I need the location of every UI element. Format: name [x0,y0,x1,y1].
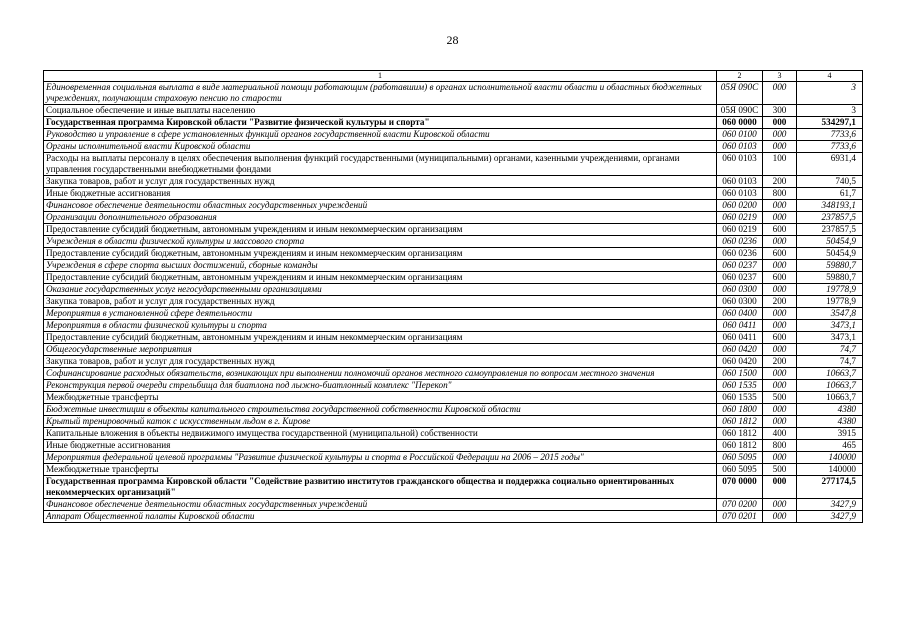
row-code-cell: 060 1500 [717,368,763,380]
header-col-1: 1 [44,71,717,82]
row-code-cell: 060 0200 [717,200,763,212]
row-name-cell: Межбюджетные трансферты [44,464,717,476]
table-row [44,224,863,236]
row-code-cell: 060 1800 [717,404,763,416]
table-row [44,188,863,200]
row-name-cell: Закупка товаров, работ и услуг для государственных нужд [44,356,717,368]
table-row [44,129,863,141]
row-type-cell: 500 [763,392,797,404]
row-name-cell: Организации дополнительного образования [44,212,717,224]
row-sum-cell: 4380 [797,404,863,416]
row-name-cell: Межбюджетные трансферты [44,392,717,404]
row-sum-cell: 140000 [797,452,863,464]
row-type-cell: 000 [763,212,797,224]
row-type-cell: 100 [763,153,797,176]
row-code-cell: 060 0236 [717,236,763,248]
table-row [44,356,863,368]
row-code-cell: 060 5095 [717,452,763,464]
row-name-cell: Софинансирование расходных обязательств, возникающих при выполнении полномочий органов местного самоуправления по вопросам местного значения [44,368,717,380]
row-type-cell: 200 [763,356,797,368]
table-row [44,368,863,380]
table-row [44,320,863,332]
row-code-cell: 070 0000 [717,476,763,499]
row-sum-cell: 74,7 [797,356,863,368]
row-sum-cell: 465 [797,440,863,452]
row-type-cell: 000 [763,416,797,428]
row-code-cell: 060 1812 [717,440,763,452]
row-name-cell: Реконструкция первой очереди стрельбища для биатлона под лыжно-биатлонный комплекс "Перекоп" [44,380,717,392]
row-type-cell: 600 [763,272,797,284]
row-sum-cell: 10663,7 [797,392,863,404]
row-name-cell: Учреждения в области физической культуры и массового спорта [44,236,717,248]
row-name-cell: Крытый тренировочный каток с искусственным льдом в г. Кирове [44,416,717,428]
row-code-cell: 05Я 090С [717,105,763,117]
row-sum-cell: 277174,5 [797,476,863,499]
table-row [44,117,863,129]
row-type-cell: 000 [763,320,797,332]
table-row [44,153,863,176]
row-name-cell: Органы исполнительной власти Кировской области [44,141,717,153]
table-row [44,344,863,356]
row-name-cell: Финансовое обеспечение деятельности областных государственных учреждений [44,499,717,511]
row-type-cell: 000 [763,141,797,153]
row-sum-cell: 74,7 [797,344,863,356]
row-code-cell: 060 5095 [717,464,763,476]
table-row [44,416,863,428]
table-row [44,428,863,440]
row-sum-cell: 348193,1 [797,200,863,212]
row-code-cell: 070 0200 [717,499,763,511]
row-sum-cell: 3915 [797,428,863,440]
row-name-cell: Мероприятия в области физической культуры и спорта [44,320,717,332]
header-col-2: 2 [717,71,763,82]
row-code-cell: 060 0100 [717,129,763,141]
row-sum-cell: 3547,8 [797,308,863,320]
table-row [44,452,863,464]
table-row [44,284,863,296]
row-code-cell: 060 0237 [717,260,763,272]
row-name-cell: Предоставление субсидий бюджетным, автономным учреждениям и иным некоммерческим организациям [44,224,717,236]
row-sum-cell: 3473,1 [797,332,863,344]
row-sum-cell: 59880,7 [797,260,863,272]
row-sum-cell: 3427,9 [797,499,863,511]
row-type-cell: 000 [763,236,797,248]
row-name-cell: Аппарат Общественной палаты Кировской области [44,511,717,523]
row-name-cell: Расходы на выплаты персоналу в целях обеспечения выполнения функций государственными (муниципальными) органами, казенными учреждениями, органами управления государственными внебюджетными фондами [44,153,717,176]
row-sum-cell: 19778,9 [797,284,863,296]
table-row [44,176,863,188]
row-type-cell: 000 [763,344,797,356]
row-code-cell: 060 0420 [717,356,763,368]
row-type-cell: 600 [763,224,797,236]
table-row [44,476,863,499]
table-row [44,511,863,523]
row-type-cell: 200 [763,296,797,308]
table-row [44,404,863,416]
row-type-cell: 200 [763,176,797,188]
row-sum-cell: 237857,5 [797,212,863,224]
row-name-cell: Закупка товаров, работ и услуг для государственных нужд [44,176,717,188]
row-sum-cell: 3473,1 [797,320,863,332]
table-row [44,392,863,404]
row-code-cell: 060 0219 [717,224,763,236]
row-code-cell: 060 0400 [717,308,763,320]
table-row [44,272,863,284]
row-name-cell: Предоставление субсидий бюджетным, автономным учреждениям и иным некоммерческим организациям [44,272,717,284]
row-code-cell: 060 1535 [717,380,763,392]
row-sum-cell: 59880,7 [797,272,863,284]
row-code-cell: 060 0103 [717,153,763,176]
row-name-cell: Социальное обеспечение и иные выплаты населению [44,105,717,117]
row-code-cell: 060 0300 [717,284,763,296]
row-sum-cell: 534297,1 [797,117,863,129]
row-type-cell: 300 [763,105,797,117]
row-sum-cell: 7733,6 [797,141,863,153]
row-type-cell: 000 [763,476,797,499]
row-sum-cell: 7733,6 [797,129,863,141]
row-name-cell: Предоставление субсидий бюджетным, автономным учреждениям и иным некоммерческим организациям [44,332,717,344]
row-name-cell: Капитальные вложения в объекты недвижимого имущества государственной (муниципальной) собственности [44,428,717,440]
row-sum-cell: 10663,7 [797,368,863,380]
row-code-cell: 060 1535 [717,392,763,404]
row-sum-cell: 50454,9 [797,248,863,260]
row-code-cell: 060 0411 [717,332,763,344]
row-code-cell: 060 0420 [717,344,763,356]
row-code-cell: 070 0201 [717,511,763,523]
row-name-cell: Общегосударственные мероприятия [44,344,717,356]
row-type-cell: 000 [763,117,797,129]
row-code-cell: 05Я 090С [717,82,763,105]
row-sum-cell: 6931,4 [797,153,863,176]
row-name-cell: Государственная программа Кировской области "Содействие развитию институтов гражданского общества и поддержка социально ориентированных некоммерческих организаций" [44,476,717,499]
row-sum-cell: 3427,9 [797,511,863,523]
table-row [44,260,863,272]
row-code-cell: 060 0411 [717,320,763,332]
table-row [44,200,863,212]
row-sum-cell: 61,7 [797,188,863,200]
row-sum-cell: 19778,9 [797,296,863,308]
row-sum-cell: 3 [797,105,863,117]
table-row [44,248,863,260]
row-code-cell: 060 0103 [717,176,763,188]
row-type-cell: 000 [763,368,797,380]
row-name-cell: Предоставление субсидий бюджетным, автономным учреждениям и иным некоммерческим организациям [44,248,717,260]
row-sum-cell: 50454,9 [797,236,863,248]
row-sum-cell: 10663,7 [797,380,863,392]
row-code-cell: 060 1812 [717,416,763,428]
row-code-cell: 060 0103 [717,188,763,200]
row-type-cell: 800 [763,440,797,452]
row-type-cell: 000 [763,308,797,320]
row-type-cell: 000 [763,499,797,511]
table-row [44,212,863,224]
table-row [44,141,863,153]
table-row [44,82,863,105]
table-row [44,380,863,392]
page-number: 28 [446,33,459,47]
row-type-cell: 000 [763,511,797,523]
row-code-cell: 060 0236 [717,248,763,260]
row-sum-cell: 4380 [797,416,863,428]
row-type-cell: 500 [763,464,797,476]
row-code-cell: 060 0000 [717,117,763,129]
table-row [44,440,863,452]
row-name-cell: Учреждения в сфере спорта высших достижений, сборные команды [44,260,717,272]
row-type-cell: 400 [763,428,797,440]
row-type-cell: 000 [763,200,797,212]
table-row [44,332,863,344]
row-name-cell: Государственная программа Кировской области "Развитие физической культуры и спорта" [44,117,717,129]
row-sum-cell: 740,5 [797,176,863,188]
row-name-cell: Мероприятия в установленной сфере деятельности [44,308,717,320]
row-type-cell: 000 [763,404,797,416]
row-type-cell: 600 [763,248,797,260]
row-name-cell: Мероприятия федеральной целевой программы "Развитие физической культуры и спорта в Российской Федерации на 2006 – 2015 годы" [44,452,717,464]
row-type-cell: 600 [763,332,797,344]
header-col-4: 4 [797,71,863,82]
table-row [44,308,863,320]
row-type-cell: 000 [763,260,797,272]
row-code-cell: 060 1812 [717,428,763,440]
header-col-3: 3 [763,71,797,82]
row-name-cell: Руководство и управление в сфере установленных функций органов государственной власти Кировской области [44,129,717,141]
table-row [44,105,863,117]
row-sum-cell: 3 [797,82,863,105]
row-code-cell: 060 0103 [717,141,763,153]
row-code-cell: 060 0237 [717,272,763,284]
row-type-cell: 000 [763,82,797,105]
row-name-cell: Оказание государственных услуг негосударственными организациями [44,284,717,296]
row-sum-cell: 140000 [797,464,863,476]
row-type-cell: 000 [763,380,797,392]
table-header-row [44,71,863,82]
row-code-cell: 060 0300 [717,296,763,308]
row-type-cell: 800 [763,188,797,200]
row-code-cell: 060 0219 [717,212,763,224]
table-row [44,296,863,308]
row-name-cell: Иные бюджетные ассигнования [44,188,717,200]
row-type-cell: 000 [763,129,797,141]
row-type-cell: 000 [763,452,797,464]
table-row [44,236,863,248]
table-row [44,499,863,511]
row-name-cell: Закупка товаров, работ и услуг для государственных нужд [44,296,717,308]
row-sum-cell: 237857,5 [797,224,863,236]
row-name-cell: Финансовое обеспечение деятельности областных государственных учреждений [44,200,717,212]
row-name-cell: Бюджетные инвестиции в объекты капитального строительства государственной собственности Кировской области [44,404,717,416]
row-name-cell: Иные бюджетные ассигнования [44,440,717,452]
row-name-cell: Единовременная социальная выплата в виде материальной помощи работающим (работавшим) в органах исполнительной власти области и областных бюджетных учреждениях, получающим страховую пенсию по старости [44,82,717,105]
row-type-cell: 000 [763,284,797,296]
budget-table [43,70,863,523]
table-row [44,464,863,476]
